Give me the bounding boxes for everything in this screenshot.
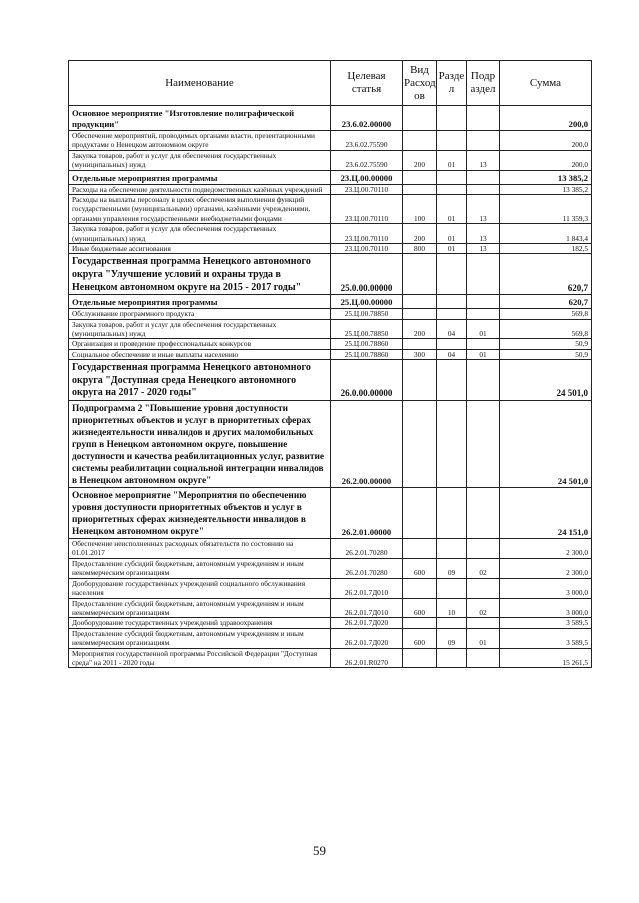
- cell-subsection: [467, 401, 500, 488]
- cell-expense-type: [403, 106, 437, 131]
- cell-target-article: 23.Ц.00.70110: [331, 224, 403, 244]
- table-row: [69, 295, 592, 309]
- cell-target-article: 23.6.02.00000: [331, 106, 403, 131]
- cell-name: Обеспечение неисполненных расходных обязательств по состоянию на 01.01.2017: [69, 539, 331, 559]
- cell-name: Предоставление субсидий бюджетным, автономным учреждениям и иным некоммерческим организациям: [69, 628, 331, 648]
- cell-expense-type: [403, 295, 437, 309]
- cell-sum: 620,7: [500, 295, 592, 309]
- cell-subsection: [467, 254, 500, 295]
- table-row: [69, 618, 592, 628]
- cell-target-article: 23.6.02.75590: [331, 150, 403, 170]
- table-row: [69, 598, 592, 618]
- cell-section: 01: [437, 195, 467, 224]
- cell-sum: 50,9: [500, 349, 592, 359]
- table-row: [69, 558, 592, 578]
- cell-target-article: 23.Ц.00.70110: [331, 184, 403, 194]
- cell-target-article: 26.0.00.00000: [331, 360, 403, 401]
- cell-target-article: 25.Ц.00.78860: [331, 339, 403, 349]
- cell-section: 04: [437, 349, 467, 359]
- cell-sum: 50,9: [500, 339, 592, 349]
- table-row: [69, 244, 592, 254]
- cell-subsection: 13: [467, 150, 500, 170]
- cell-target-article: 26.2.00.00000: [331, 401, 403, 488]
- table-row: [69, 224, 592, 244]
- header-expense-type: Вид Расход ов: [403, 61, 437, 106]
- cell-target-article: 26.2.01.7Д010: [331, 578, 403, 598]
- cell-expense-type: [403, 618, 437, 628]
- cell-section: 10: [437, 598, 467, 618]
- table-row: [69, 150, 592, 170]
- cell-expense-type: [403, 131, 437, 151]
- cell-subsection: [467, 339, 500, 349]
- cell-name: Основное мероприятие "Мероприятия по обеспечению уровня доступности приоритетных объектов и услуг в приоритетных сферах жизнедеятельности инвалидов в Ненецком автономном округе": [69, 488, 331, 539]
- cell-name: Закупка товаров, работ и услуг для обеспечения государственных (муниципальных) нужд: [69, 319, 331, 339]
- cell-expense-type: [403, 648, 437, 668]
- cell-section: [437, 360, 467, 401]
- cell-expense-type: [403, 401, 437, 488]
- cell-sum: 2 300,0: [500, 539, 592, 559]
- cell-target-article: 26.2.01.7Д020: [331, 618, 403, 628]
- cell-name: Подпрограмма 2 "Повышение уровня доступности приоритетных объектов и услуг в приоритетных сферах жизнедеятельности инвалидов и других маломобильных групп в Ненецком автономном округе, повышение доступности и качества реабилитационных услуг, развитие системы реабилитации социальной интеграции инвалидов в Ненецком автономном округе": [69, 401, 331, 488]
- cell-name: Предоставление субсидий бюджетным, автономным учреждениям и иным некоммерческим организациям: [69, 558, 331, 578]
- cell-expense-type: 300: [403, 349, 437, 359]
- cell-section: 09: [437, 558, 467, 578]
- table-body: [69, 106, 592, 668]
- cell-expense-type: [403, 339, 437, 349]
- cell-section: [437, 648, 467, 668]
- cell-expense-type: [403, 539, 437, 559]
- cell-section: [437, 131, 467, 151]
- cell-name: Государственная программа Ненецкого автономного округа "Улучшение условий и охраны труда в Ненецком автономном округе на 2015 - 2017 годы": [69, 254, 331, 295]
- table-row: [69, 488, 592, 539]
- cell-subsection: [467, 618, 500, 628]
- cell-sum: 24 501,0: [500, 360, 592, 401]
- cell-sum: 200,0: [500, 150, 592, 170]
- cell-target-article: 25.Ц.00.00000: [331, 295, 403, 309]
- cell-subsection: [467, 488, 500, 539]
- cell-section: [437, 106, 467, 131]
- cell-section: [437, 618, 467, 628]
- table-row: [69, 648, 592, 668]
- cell-subsection: 13: [467, 195, 500, 224]
- page-number: 59: [313, 843, 326, 858]
- cell-target-article: 26.2.01.00000: [331, 488, 403, 539]
- cell-name: Отдельные мероприятия программы: [69, 170, 331, 184]
- cell-subsection: 01: [467, 628, 500, 648]
- cell-sum: 24 151,0: [500, 488, 592, 539]
- cell-subsection: 01: [467, 319, 500, 339]
- cell-expense-type: [403, 184, 437, 194]
- table-row: [69, 349, 592, 359]
- cell-subsection: 02: [467, 558, 500, 578]
- cell-subsection: [467, 131, 500, 151]
- cell-name: Обслуживание программного продукта: [69, 309, 331, 319]
- cell-expense-type: [403, 578, 437, 598]
- table-row: [69, 170, 592, 184]
- cell-section: [437, 488, 467, 539]
- cell-section: 04: [437, 319, 467, 339]
- cell-target-article: 25.Ц.00.78850: [331, 319, 403, 339]
- cell-expense-type: [403, 254, 437, 295]
- cell-section: 09: [437, 628, 467, 648]
- cell-expense-type: [403, 170, 437, 184]
- cell-section: 01: [437, 224, 467, 244]
- cell-sum: 620,7: [500, 254, 592, 295]
- cell-section: 01: [437, 244, 467, 254]
- table-row: [69, 131, 592, 151]
- cell-target-article: 23.6.02.75590: [331, 131, 403, 151]
- table-row: [69, 195, 592, 224]
- cell-sum: 200,0: [500, 106, 592, 131]
- cell-sum: 13 385,2: [500, 170, 592, 184]
- header-target-article: Целевая статья: [331, 61, 403, 106]
- table-row: [69, 401, 592, 488]
- cell-section: [437, 184, 467, 194]
- cell-expense-type: 600: [403, 628, 437, 648]
- cell-target-article: 26.2.01.70280: [331, 539, 403, 559]
- cell-name: Государственная программа Ненецкого автономного округа "Доступная среда Ненецкого автономного округа на 2017 - 2020 годы": [69, 360, 331, 401]
- table-row: [69, 628, 592, 648]
- cell-subsection: [467, 539, 500, 559]
- cell-name: Основное мероприятие "Изготовление полиграфической продукции": [69, 106, 331, 131]
- table-row: [69, 309, 592, 319]
- cell-name: Мероприятия государственной программы Российской Федерации "Доступная среда" на 2011 - 2020 годы: [69, 648, 331, 668]
- table-row: [69, 360, 592, 401]
- cell-expense-type: [403, 309, 437, 319]
- cell-section: [437, 170, 467, 184]
- cell-subsection: [467, 578, 500, 598]
- header-subsection: Подр аздел: [467, 61, 500, 106]
- cell-sum: 24 501,0: [500, 401, 592, 488]
- cell-expense-type: 100: [403, 195, 437, 224]
- cell-expense-type: 200: [403, 319, 437, 339]
- header-name: Наименование: [69, 61, 331, 106]
- cell-name: Организация и проведение профессиональных конкурсов: [69, 339, 331, 349]
- cell-sum: 2 300,0: [500, 558, 592, 578]
- cell-sum: 569,8: [500, 319, 592, 339]
- table-row: [69, 339, 592, 349]
- cell-subsection: [467, 648, 500, 668]
- cell-expense-type: [403, 488, 437, 539]
- cell-sum: 11 359,3: [500, 195, 592, 224]
- table-row: [69, 319, 592, 339]
- cell-name: Дооборудование государственных учреждений социального обслуживания населения: [69, 578, 331, 598]
- cell-expense-type: 200: [403, 224, 437, 244]
- budget-table: [68, 60, 592, 668]
- cell-target-article: 26.2.01.R0270: [331, 648, 403, 668]
- cell-name: Обеспечение мероприятий, проводимых органами власти, презентационными продуктами о Ненецком автономном округе: [69, 131, 331, 151]
- cell-expense-type: 200: [403, 150, 437, 170]
- cell-target-article: 25.0.00.00000: [331, 254, 403, 295]
- table-row: [69, 184, 592, 194]
- cell-subsection: 01: [467, 349, 500, 359]
- cell-target-article: 25.Ц.00.78850: [331, 309, 403, 319]
- cell-target-article: 23.Ц.00.00000: [331, 170, 403, 184]
- cell-target-article: 26.2.01.7Д010: [331, 598, 403, 618]
- cell-subsection: 13: [467, 224, 500, 244]
- cell-subsection: [467, 295, 500, 309]
- cell-target-article: 26.2.01.7Д020: [331, 628, 403, 648]
- cell-target-article: 26.2.01.70280: [331, 558, 403, 578]
- cell-sum: 15 261,5: [500, 648, 592, 668]
- cell-sum: 13 385,2: [500, 184, 592, 194]
- cell-name: Расходы на обеспечение деятельности подведомственных казённых учреждений: [69, 184, 331, 194]
- cell-sum: 3 000,0: [500, 578, 592, 598]
- cell-subsection: [467, 184, 500, 194]
- table-row: [69, 106, 592, 131]
- cell-name: Предоставление субсидий бюджетным, автономным учреждениям и иным некоммерческим организациям: [69, 598, 331, 618]
- cell-target-article: 25.Ц.00.78860: [331, 349, 403, 359]
- cell-subsection: [467, 309, 500, 319]
- cell-sum: 182,5: [500, 244, 592, 254]
- cell-name: Закупка товаров, работ и услуг для обеспечения государственных (муниципальных) нужд: [69, 224, 331, 244]
- cell-section: 01: [437, 150, 467, 170]
- header-section: Разде л: [437, 61, 467, 106]
- cell-expense-type: 600: [403, 598, 437, 618]
- cell-expense-type: 600: [403, 558, 437, 578]
- cell-sum: 200,0: [500, 131, 592, 151]
- table-row: [69, 539, 592, 559]
- table-row: [69, 578, 592, 598]
- cell-subsection: 02: [467, 598, 500, 618]
- cell-name: Социальное обеспечение и иные выплаты населению: [69, 349, 331, 359]
- cell-name: Иные бюджетные ассигнования: [69, 244, 331, 254]
- cell-section: [437, 539, 467, 559]
- cell-sum: 3 589,5: [500, 618, 592, 628]
- cell-name: Закупка товаров, работ и услуг для обеспечения государственных (муниципальных) нужд: [69, 150, 331, 170]
- cell-section: [437, 295, 467, 309]
- cell-section: [437, 339, 467, 349]
- cell-target-article: 23.Ц.00.70110: [331, 195, 403, 224]
- cell-subsection: [467, 170, 500, 184]
- cell-sum: 569,8: [500, 309, 592, 319]
- cell-section: [437, 401, 467, 488]
- cell-section: [437, 578, 467, 598]
- cell-expense-type: 800: [403, 244, 437, 254]
- cell-name: Расходы на выплаты персоналу в целях обеспечения выполнения функций государственными (муниципальными) органами, казёнными учреждениями, органами управления государственными внебюджетными фондами: [69, 195, 331, 224]
- cell-sum: 1 843,4: [500, 224, 592, 244]
- cell-subsection: [467, 106, 500, 131]
- cell-subsection: [467, 360, 500, 401]
- cell-name: Отдельные мероприятия программы: [69, 295, 331, 309]
- table-header-row: [69, 61, 592, 106]
- table-row: [69, 254, 592, 295]
- cell-sum: 3 589,5: [500, 628, 592, 648]
- cell-subsection: 13: [467, 244, 500, 254]
- header-sum: Сумма: [500, 61, 592, 106]
- cell-target-article: 23.Ц.00.70110: [331, 244, 403, 254]
- cell-sum: 3 000,0: [500, 598, 592, 618]
- cell-name: Дооборудование государственных учреждений здравоохранения: [69, 618, 331, 628]
- cell-section: [437, 254, 467, 295]
- cell-expense-type: [403, 360, 437, 401]
- cell-section: [437, 309, 467, 319]
